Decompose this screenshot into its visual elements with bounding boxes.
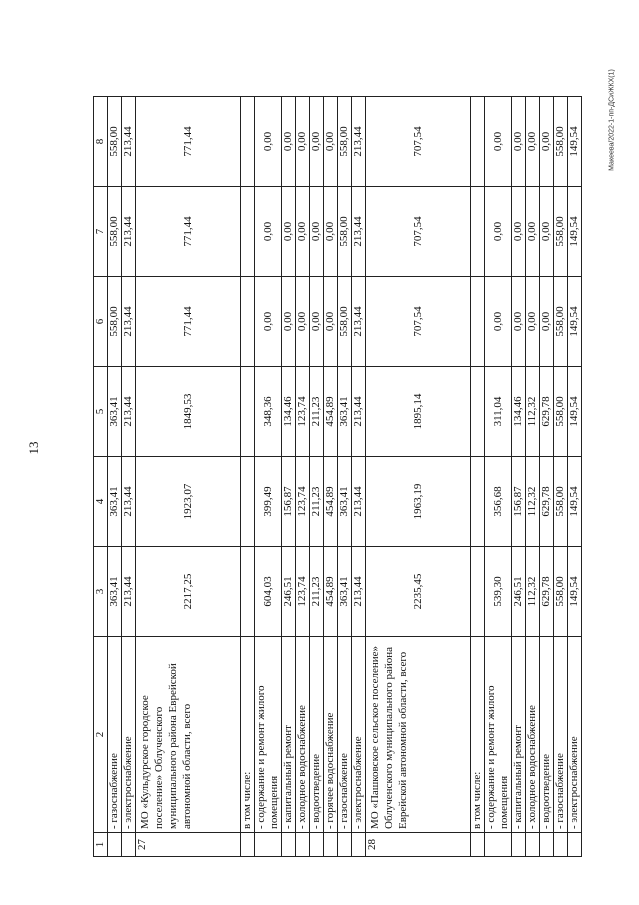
value-cell: 0,00 [324,97,338,187]
value-cell [471,97,485,187]
row-number-cell [471,833,485,857]
value-cell: 454,89 [324,367,338,457]
row-label-cell: в том числе: [471,637,485,833]
table-row [296,97,310,857]
row-number-cell [338,833,352,857]
value-cell: 771,44 [136,97,241,187]
row-number-cell [241,833,255,857]
value-cell: 0,00 [540,97,554,187]
value-cell [241,367,255,457]
value-cell: 1963,19 [366,457,471,547]
value-cell: 629,78 [540,367,554,457]
value-cell [471,457,485,547]
row-label-cell: - содержание и ремонт жилого помещения [255,637,282,833]
value-cell: 0,00 [485,187,512,277]
value-cell: 213,44 [352,367,366,457]
row-label-cell: в том числе: [241,637,255,833]
column-header: 1 [94,833,108,857]
value-cell: 0,00 [512,97,526,187]
row-number-cell [310,833,324,857]
row-number-cell [512,833,526,857]
value-cell: 0,00 [324,187,338,277]
table-row [108,97,122,857]
table-row [485,97,512,857]
row-number-cell [255,833,282,857]
value-cell: 213,44 [122,187,136,277]
header-row [94,97,108,857]
row-label-cell: - водоотведение [310,637,324,833]
row-label-cell: - капитальный ремонт [512,637,526,833]
table-row [554,97,568,857]
column-header: 7 [94,187,108,277]
table-row [324,97,338,857]
value-cell: 558,00 [554,187,568,277]
row-number-cell [526,833,540,857]
value-cell: 0,00 [324,277,338,367]
table-row [540,97,554,857]
table-row [352,97,366,857]
value-cell: 539,30 [485,547,512,637]
column-header: 8 [94,97,108,187]
row-number-cell [540,833,554,857]
value-cell [471,547,485,637]
value-cell: 363,41 [108,547,122,637]
row-label-cell: - газоснабжение [338,637,352,833]
value-cell: 771,44 [136,277,241,367]
value-cell: 0,00 [540,277,554,367]
value-cell: 0,00 [255,97,282,187]
row-label-cell: - горячее водоснабжение [324,637,338,833]
value-cell: 0,00 [282,277,296,367]
row-number-cell [296,833,310,857]
row-number-cell: 27 [136,833,241,857]
value-cell: 0,00 [540,187,554,277]
value-cell [241,457,255,547]
row-label-cell: - электроснабжение [568,637,582,833]
value-cell: 558,00 [338,187,352,277]
value-cell: 0,00 [526,187,540,277]
value-cell: 134,46 [282,367,296,457]
table-body [94,97,582,857]
column-header: 3 [94,547,108,637]
value-cell: 213,44 [122,547,136,637]
municipality-total-row [366,97,471,857]
row-label-cell: - холодное водоснабжение [296,637,310,833]
table-row [512,97,526,857]
table-row [122,97,136,857]
value-cell: 558,00 [554,457,568,547]
value-cell: 0,00 [512,187,526,277]
value-cell: 123,74 [296,547,310,637]
value-cell: 213,44 [122,457,136,547]
value-cell: 211,23 [310,547,324,637]
value-cell: 213,44 [352,187,366,277]
value-cell: 604,03 [255,547,282,637]
value-cell: 149,54 [568,367,582,457]
value-cell: 149,54 [568,97,582,187]
value-cell: 558,00 [554,547,568,637]
value-cell: 0,00 [310,277,324,367]
value-cell: 112,32 [526,547,540,637]
value-cell: 558,00 [554,367,568,457]
value-cell: 399,49 [255,457,282,547]
value-cell: 707,54 [366,187,471,277]
value-cell: 213,44 [122,277,136,367]
value-cell [241,277,255,367]
value-cell: 707,54 [366,277,471,367]
value-cell [241,97,255,187]
value-cell: 0,00 [282,187,296,277]
value-cell: 211,23 [310,457,324,547]
value-cell [471,187,485,277]
row-number-cell [324,833,338,857]
value-cell: 123,74 [296,457,310,547]
value-cell: 112,32 [526,367,540,457]
value-cell: 134,46 [512,367,526,457]
value-cell: 0,00 [526,97,540,187]
value-cell: 0,00 [296,277,310,367]
value-cell: 0,00 [310,97,324,187]
value-cell: 246,51 [512,547,526,637]
value-cell: 0,00 [255,277,282,367]
value-cell [241,547,255,637]
value-cell: 558,00 [338,277,352,367]
row-number-cell [352,833,366,857]
table-row [282,97,296,857]
value-cell: 0,00 [255,187,282,277]
value-cell [471,367,485,457]
value-cell: 1849,53 [136,367,241,457]
value-cell: 558,00 [108,97,122,187]
column-header: 2 [94,637,108,833]
table-row [338,97,352,857]
column-header: 4 [94,457,108,547]
page-number: 13 [26,441,41,455]
row-label-cell: - содержание и ремонт жилого помещения [485,637,512,833]
rotated-table-container [93,97,580,857]
table-row [568,97,582,857]
document-reference: Макеева/2022-1-пп-ДСиЖКХ(1) [608,69,616,171]
row-label-cell: - холодное водоснабжение [526,637,540,833]
table-row [310,97,324,857]
value-cell: 0,00 [296,97,310,187]
row-number-cell [108,833,122,857]
row-label-cell: МО «Пашковское сельское поселение» Облученского муниципального района Еврейской автономной области, всего [366,637,471,833]
column-header: 5 [94,367,108,457]
row-number-cell [554,833,568,857]
value-cell: 558,00 [554,277,568,367]
table-row [255,97,282,857]
value-cell: 2235,45 [366,547,471,637]
row-number-cell: 28 [366,833,471,857]
value-cell: 213,44 [122,97,136,187]
row-number-cell [568,833,582,857]
value-cell: 558,00 [554,97,568,187]
row-number-cell [122,833,136,857]
value-cell: 311,04 [485,367,512,457]
value-cell: 149,54 [568,457,582,547]
value-cell: 629,78 [540,547,554,637]
value-cell: 558,00 [338,97,352,187]
tariff-table [93,96,582,857]
value-cell: 246,51 [282,547,296,637]
value-cell: 363,41 [338,547,352,637]
table-row [471,97,485,857]
value-cell: 363,41 [108,367,122,457]
value-cell: 123,74 [296,367,310,457]
value-cell: 213,44 [352,547,366,637]
value-cell: 454,89 [324,547,338,637]
value-cell: 213,44 [122,367,136,457]
value-cell: 771,44 [136,187,241,277]
row-label-cell: - водоотведение [540,637,554,833]
value-cell: 558,00 [108,277,122,367]
table-row [241,97,255,857]
value-cell: 1895,14 [366,367,471,457]
value-cell: 1923,07 [136,457,241,547]
municipality-total-row [136,97,241,857]
row-label-cell: МО «Кульдурское городское поселение» Облученского муниципального района Еврейской автономной области, всего [136,637,241,833]
column-header: 6 [94,277,108,367]
value-cell [471,277,485,367]
row-label-cell: - газоснабжение [554,637,568,833]
value-cell: 213,44 [352,457,366,547]
value-cell: 156,87 [282,457,296,547]
value-cell [241,187,255,277]
value-cell: 0,00 [512,277,526,367]
value-cell: 0,00 [282,97,296,187]
value-cell: 211,23 [310,367,324,457]
value-cell: 156,87 [512,457,526,547]
value-cell: 0,00 [485,277,512,367]
row-number-cell [282,833,296,857]
value-cell: 363,41 [338,367,352,457]
value-cell: 363,41 [108,457,122,547]
value-cell: 0,00 [485,97,512,187]
row-label-cell: - электроснабжение [352,637,366,833]
value-cell: 0,00 [296,187,310,277]
value-cell: 2217,25 [136,547,241,637]
value-cell: 454,89 [324,457,338,547]
row-label-cell: - газоснабжение [108,637,122,833]
value-cell: 348,36 [255,367,282,457]
value-cell: 149,54 [568,187,582,277]
value-cell: 707,54 [366,97,471,187]
value-cell: 149,54 [568,277,582,367]
row-number-cell [485,833,512,857]
value-cell: 0,00 [526,277,540,367]
value-cell: 112,32 [526,457,540,547]
value-cell: 363,41 [338,457,352,547]
table-row [526,97,540,857]
value-cell: 213,44 [352,97,366,187]
value-cell: 149,54 [568,547,582,637]
value-cell: 558,00 [108,187,122,277]
row-label-cell: - электроснабжение [122,637,136,833]
row-label-cell: - капитальный ремонт [282,637,296,833]
value-cell: 0,00 [310,187,324,277]
value-cell: 356,68 [485,457,512,547]
value-cell: 213,44 [352,277,366,367]
value-cell: 629,78 [540,457,554,547]
